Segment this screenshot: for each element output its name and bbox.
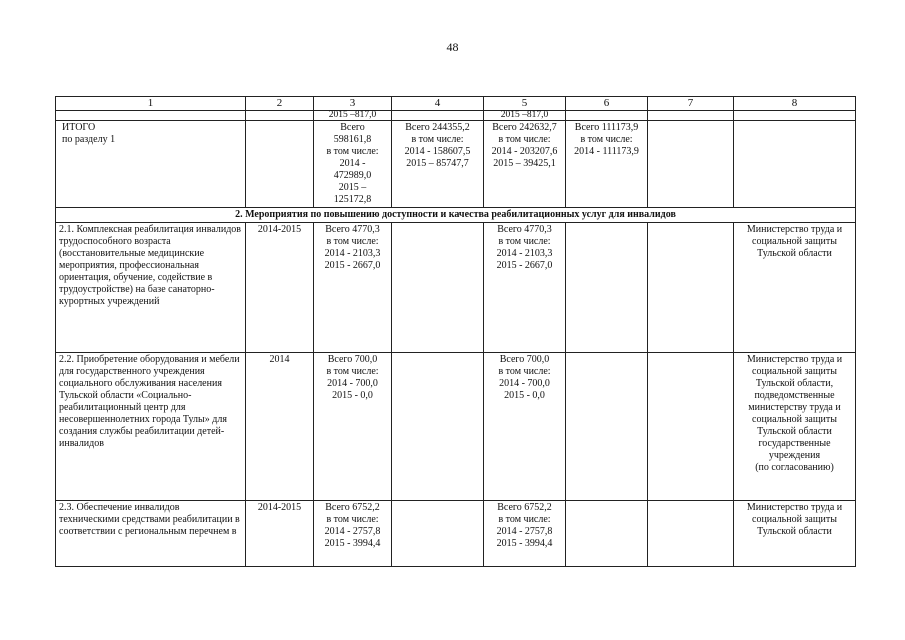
activity-years: 2014-2015: [246, 501, 314, 567]
activity-years: 2014-2015: [246, 223, 314, 353]
column-number: 7: [648, 97, 734, 111]
activity-name: 2.1. Комплексная реабилитация инвалидов трудоспособного возраста (восстановительные медицинские мероприятия, профессиональная ориентация, обучение, содействие в трудоустройстве) на базе санаторно-курортных учреждений: [56, 223, 246, 353]
column-numbers-row: [56, 97, 856, 111]
column-number: 4: [392, 97, 484, 111]
funding-col5: Всего 700,0 в том числе: 2014 - 700,0 2015 - 0,0: [484, 353, 566, 501]
column-number: 3: [314, 97, 392, 111]
funding-col5: Всего 4770,3 в том числе: 2014 - 2103,3 2015 - 2667,0: [484, 223, 566, 353]
funding-col5: Всего 6752,2 в том числе: 2014 - 2757,8 2015 - 3994,4: [484, 501, 566, 567]
continued-row: [56, 111, 856, 121]
total-col5: Всего 242632,7 в том числе: 2014 - 203207,6 2015 – 39425,1: [484, 121, 566, 208]
page-number: 48: [446, 40, 459, 54]
cell-col5: 2015 –817,0: [484, 111, 566, 121]
responsible-executor: Министерство труда и социальной защиты Тульской области: [734, 223, 856, 353]
total-row: [56, 121, 856, 208]
cell-col3: 2015 –817,0: [314, 111, 392, 121]
column-number: 2: [246, 97, 314, 111]
activity-name: 2.3. Обеспечение инвалидов техническими средствами реабилитации в соответствии с региональным перечнем в: [56, 501, 246, 567]
table-row: [56, 501, 856, 567]
section-row: [56, 208, 856, 223]
total-col6: Всего 111173,9 в том числе: 2014 - 111173,9: [566, 121, 648, 208]
column-number: 8: [734, 97, 856, 111]
funding-total: Всего 700,0 в том числе: 2014 - 700,0 2015 - 0,0: [314, 353, 392, 501]
responsible-executor: Министерство труда и социальной защиты Тульской области: [734, 501, 856, 567]
total-col4: Всего 244355,2 в том числе: 2014 - 158607,5 2015 – 85747,7: [392, 121, 484, 208]
activity-name: 2.2. Приобретение оборудования и мебели для государственного учреждения социального обслуживания населения Тульской области «Социально-реабилитационный центр для несовершеннолетних города Тулы» для создания службы реабилитации детей-инвалидов: [56, 353, 246, 501]
table-row: [56, 223, 856, 353]
section-title: 2. Мероприятия по повышению доступности и качества реабилитационных услуг для инвалидов: [56, 208, 856, 223]
program-table: [55, 96, 856, 567]
table-row: [56, 353, 856, 501]
activity-years: 2014: [246, 353, 314, 501]
funding-total: Всего 4770,3 в том числе: 2014 - 2103,3 2015 - 2667,0: [314, 223, 392, 353]
responsible-executor: Министерство труда и социальной защиты Тульской области, подведомственные министерству труда и социальной защиты Тульской области государственные учреждения (по согласованию): [734, 353, 856, 501]
total-col3: Всего 598161,8 в том числе: 2014 - 472989,0 2015 – 125172,8: [314, 121, 392, 208]
total-label: ИТОГО по разделу 1: [56, 121, 246, 208]
column-number: 1: [56, 97, 246, 111]
column-number: 6: [566, 97, 648, 111]
funding-total: Всего 6752,2 в том числе: 2014 - 2757,8 2015 - 3994,4: [314, 501, 392, 567]
column-number: 5: [484, 97, 566, 111]
